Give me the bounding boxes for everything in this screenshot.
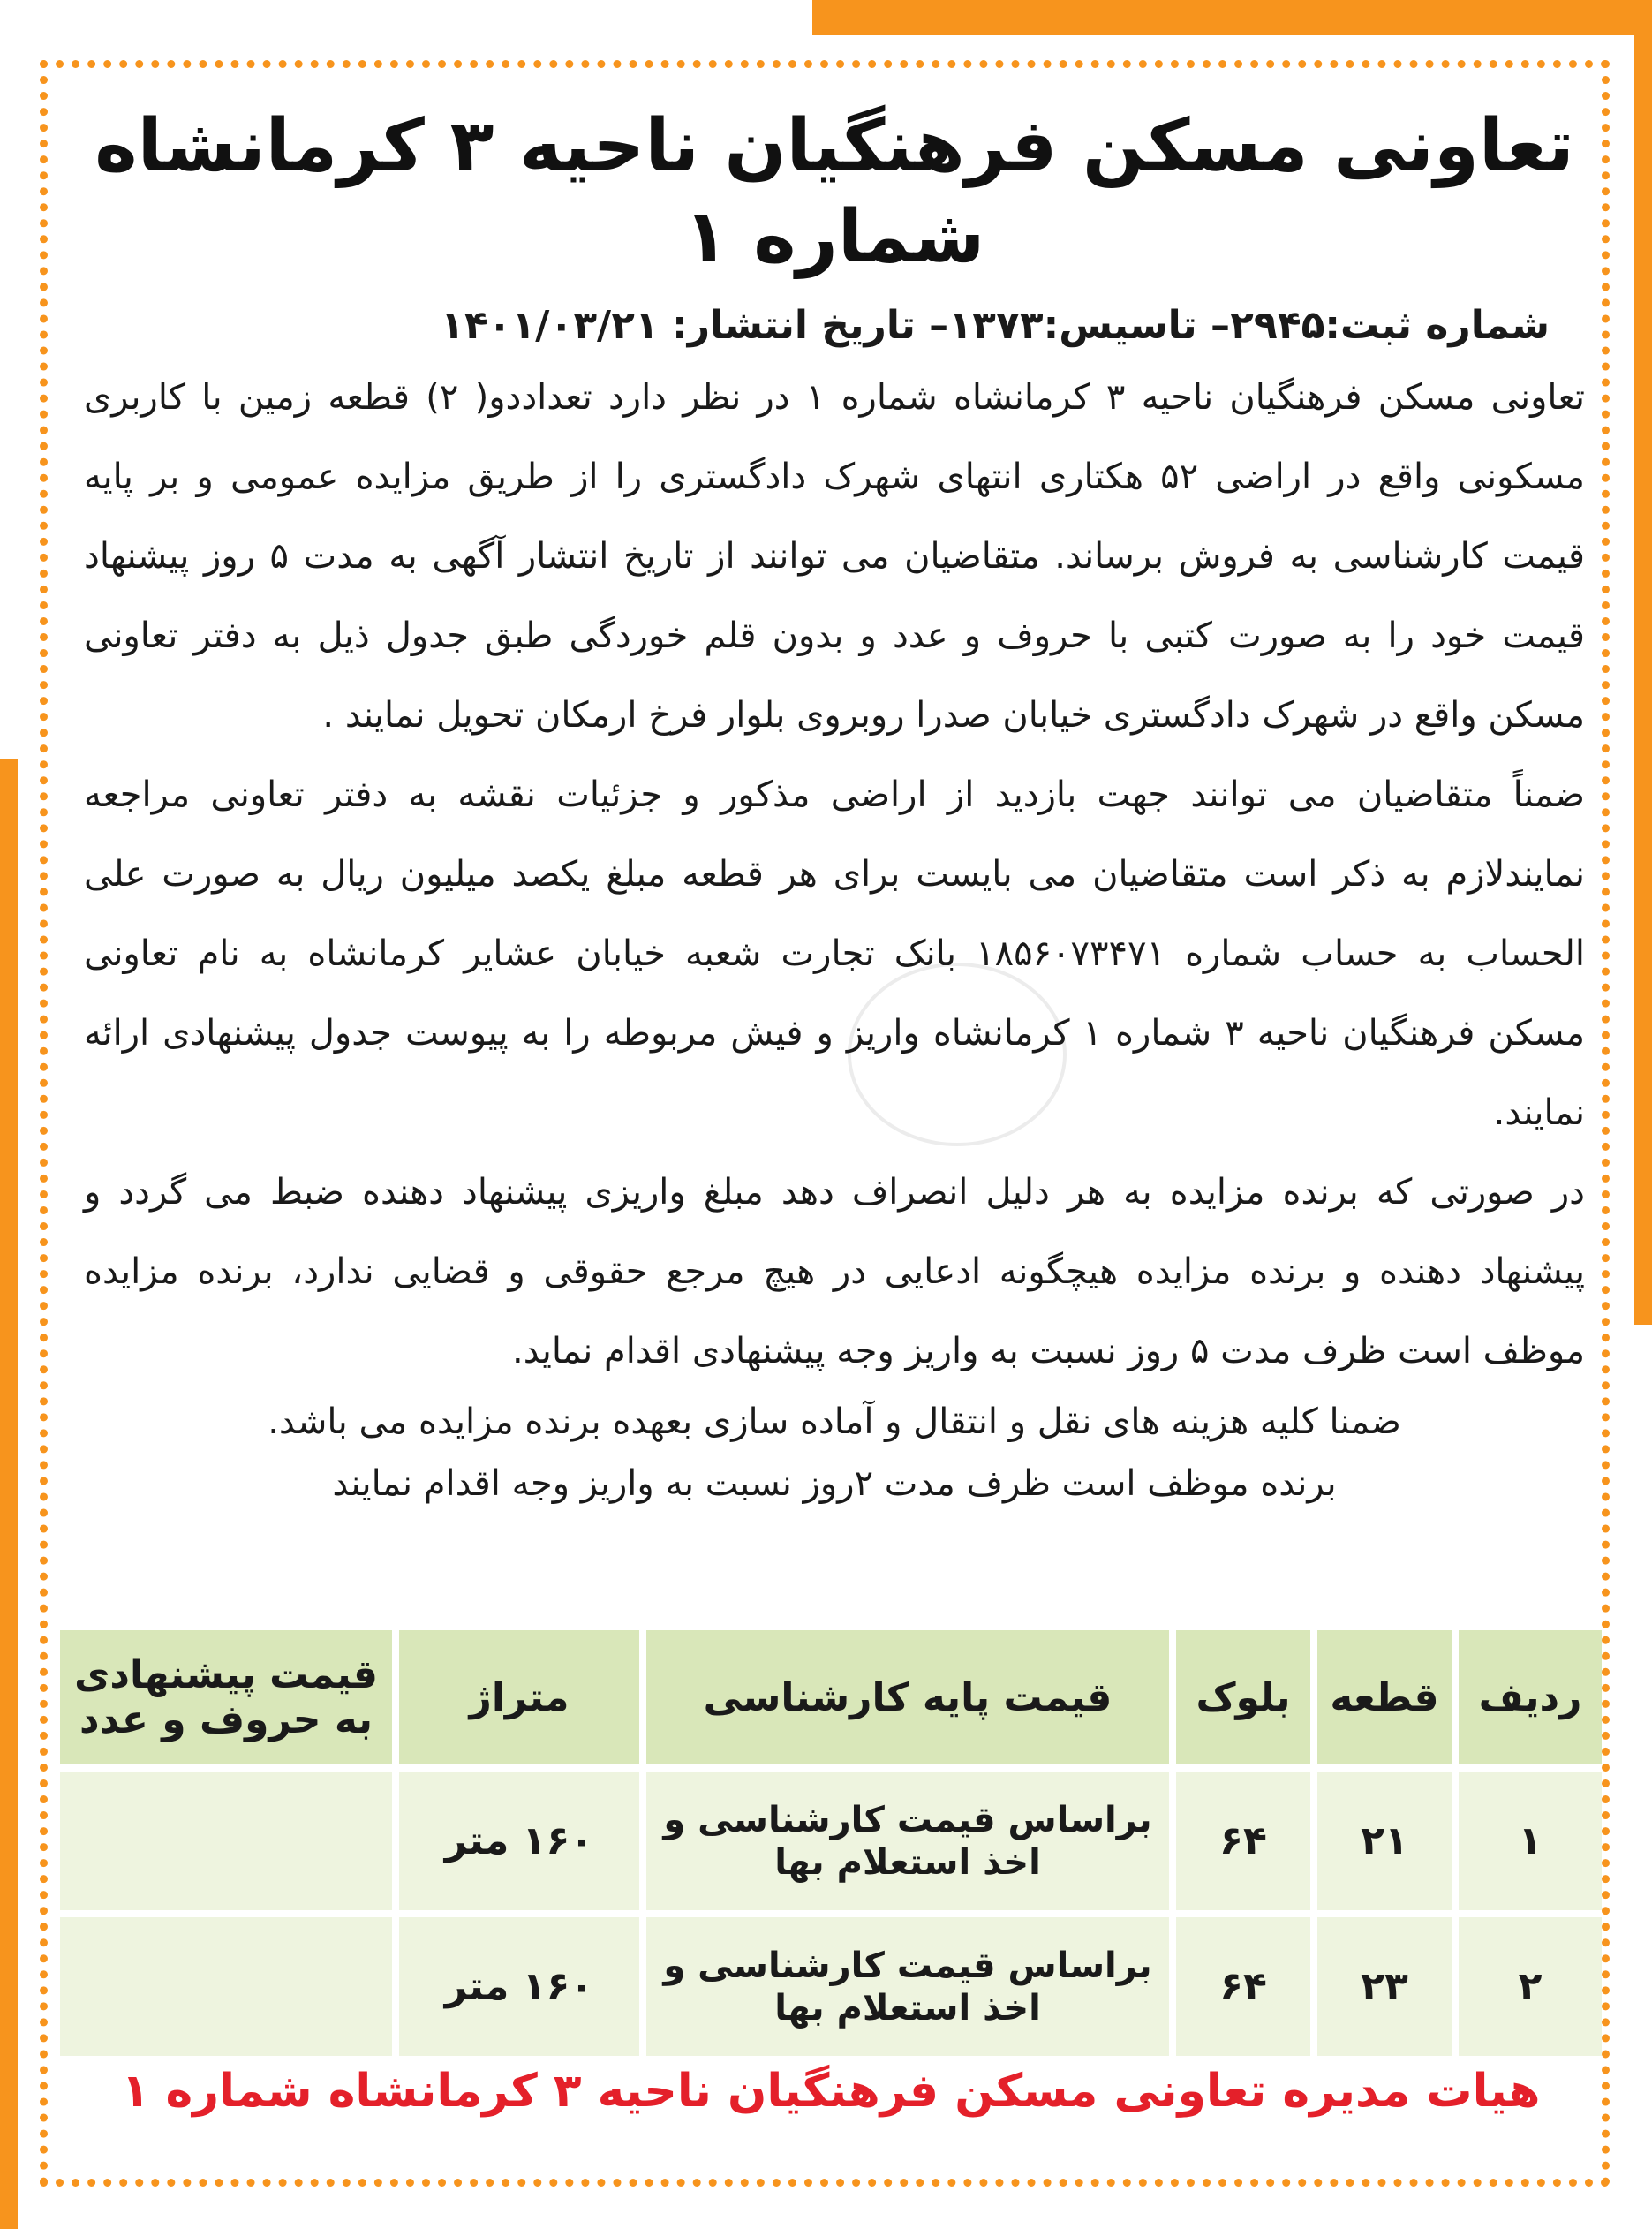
cell-area: ۱۶۰ متر <box>399 1772 639 1910</box>
notice-title: تعاونی مسکن فرهنگیان ناحیه ۳ کرمانشاه شماره ۱ <box>94 104 1574 279</box>
cell-ghete: ۲۱ <box>1317 1772 1452 1910</box>
cell-block: ۶۴ <box>1176 1917 1310 2056</box>
table-row <box>60 1772 1602 1910</box>
header-basis: قیمت پایه کارشناسی <box>646 1630 1169 1764</box>
cell-basis: براساس قیمت کارشناسی و اخذ استعلام بها <box>646 1917 1169 2056</box>
note-payment: برنده موظف است ظرف مدت ۲روز نسبت به واریز وجه اقدام نمایند <box>332 1463 1337 1505</box>
note-costs: ضمنا کلیه هزینه های نقل و انتقال و آماده سازی بعهده برنده مزایده می باشد. <box>268 1402 1401 1443</box>
cell-offer <box>60 1917 392 2056</box>
header-offer: قیمت پیشنهادی به حروف و عدد <box>60 1630 392 1764</box>
registration-line: شماره ثبت:۲۹۴۵– تاسیس:۱۳۷۳– تاریخ انتشار: ۱۴۰۱/۰۳/۲۱ <box>440 303 1550 348</box>
cell-basis: براساس قیمت کارشناسی و اخذ استعلام بها <box>646 1772 1169 1910</box>
paragraph-intro: تعاونی مسکن فرهنگیان ناحیه ۳ کرمانشاه شماره ۱ در نظر دارد تعداددو( ۲) قطعه زمین با کاربری مسکونی واقع در اراضی ۵۲ هکتاری انتهای شهرک دادگستری را از طریق مزایده عمومی و بر پایه قیمت کارشناسی به فروش برساند. متقاضیان می توانند از تاریخ انتشار آگهی به مدت ۵ روز پیشنهاد قیمت خود را به صورت کتبی با حروف و عدد و بدون قلم خوردگی طبق جدول ذیل به دفتر تعاونی مسکن واقع در شهرک دادگستری خیابان صدرا روبروی بلوار فرخ ارمکان تحویل نمایند . <box>84 377 1586 737</box>
paragraph-forfeit: در صورتی که برنده مزایده به هر دلیل انصراف دهد مبلغ واریزی پیشنهاد دهنده ضبط می گردد و پیشنهاد دهنده و برنده مزایده هیچگونه ادعایی در هیچ مرجع حقوقی و قضایی ندارد، برنده مزایده موظف است ظرف مدت ۵ روز نسبت به واریز وجه پیشنهادی اقدام نماید. <box>84 1172 1585 1372</box>
table-header-row <box>60 1630 1602 1764</box>
top-accent-bar <box>812 0 1652 35</box>
cell-radif: ۱ <box>1459 1772 1602 1910</box>
header-ghete: قطعه <box>1317 1630 1452 1764</box>
table-row <box>60 1917 1602 2056</box>
header-block: بلوک <box>1176 1630 1310 1764</box>
cell-ghete: ۲۳ <box>1317 1917 1452 2056</box>
paragraph-deposit: ضمناً متقاضیان می توانند جهت بازدید از اراضی مذکور و جزئیات نقشه به دفتر تعاونی مراجعه نمایندلازم به ذکر است متقاضیان می بایست برای هر قطعه مبلغ یکصد میلیون ریال به صورت علی الحساب به حساب شماره ۱۸۵۶۰۷۳۴۷۱ بانک تجارت شعبه خیابان عشایر کرمانشاه به نام تعاونی مسکن فرهنگیان ناحیه ۳ شماره ۱ کرمانشاه واریز و فیش مربوطه را به پیوست جدول پیشنهادی ارائه نمایند. <box>84 774 1586 1134</box>
board-signature: هیات مدیره تعاونی مسکن فرهنگیان ناحیه ۳ کرمانشاه شماره ۱ <box>121 2065 1541 2118</box>
header-radif: ردیف <box>1459 1630 1602 1764</box>
lots-table <box>53 1623 1609 2063</box>
notice-body <box>84 102 1585 1515</box>
cell-area: ۱۶۰ متر <box>399 1917 639 2056</box>
left-accent-bar <box>0 759 18 2229</box>
header-area: متراژ <box>399 1630 639 1764</box>
cell-offer <box>60 1772 392 1910</box>
right-accent-bar <box>1634 0 1652 1325</box>
cell-radif: ۲ <box>1459 1917 1602 2056</box>
cell-block: ۶۴ <box>1176 1772 1310 1910</box>
